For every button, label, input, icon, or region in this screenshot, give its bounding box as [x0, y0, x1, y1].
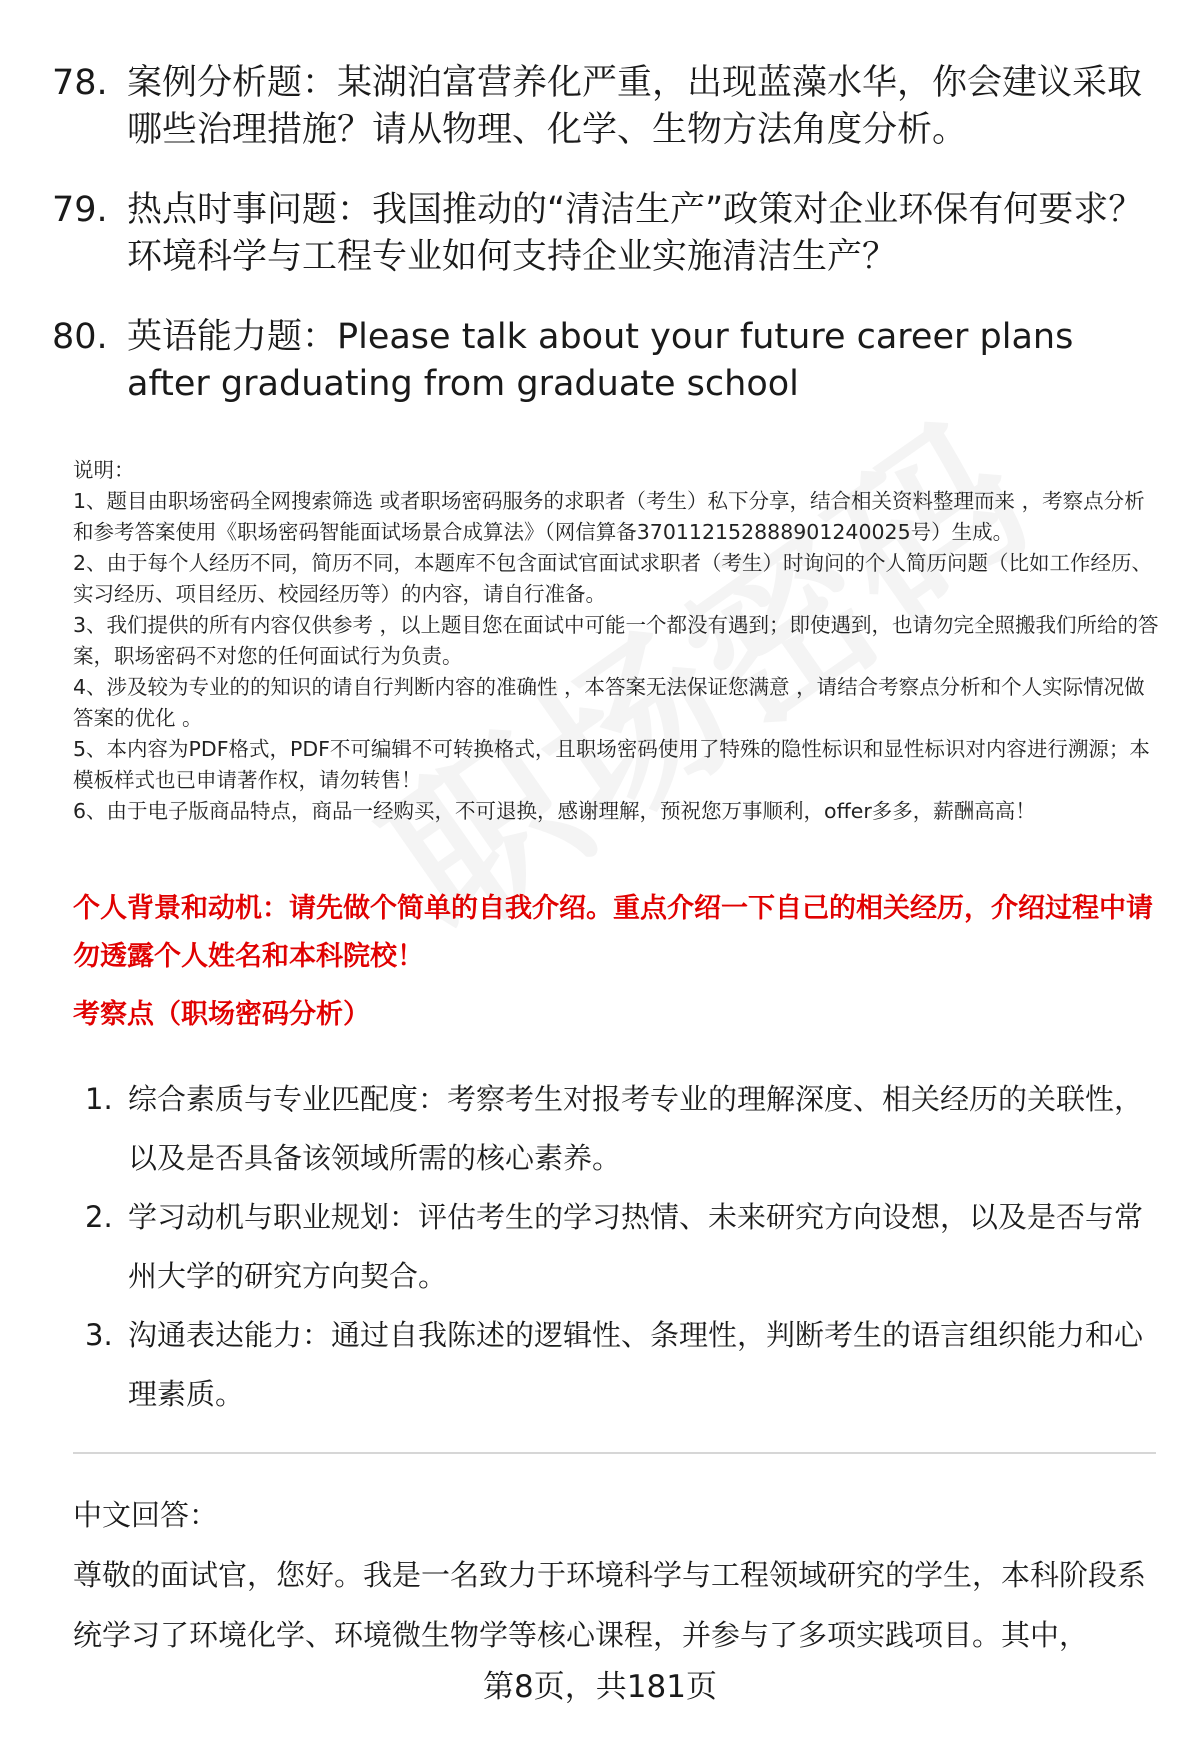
question-item — [52, 314, 1162, 408]
answer-label: 中文回答： — [73, 1498, 219, 1532]
key-point-item — [85, 1306, 1165, 1424]
key-point-number: 1. — [85, 1082, 113, 1116]
question-text: 热点时事问题：我国推动的“清洁生产”政策对企业环保有何要求？环境科学与工程专业如何支持企业实施清洁生产？ — [127, 190, 1144, 277]
key-point-number: 2. — [85, 1200, 113, 1234]
answer-text: 尊敬的面试官，您好。我是一名致力于环境科学与工程领域研究的学生，本科阶段系统学习了环境化学、环境微生物学等核心课程，并参与了多项实践项目。其中， — [73, 1558, 1147, 1652]
background-question: 个人背景和动机：请先做个简单的自我介绍。重点介绍一下自己的相关经历，介绍过程中请勿透露个人姓名和本科院校！ — [73, 893, 1153, 972]
answer-section — [73, 1485, 1163, 1665]
question-item — [52, 187, 1162, 281]
question-number: 78. — [52, 63, 108, 103]
key-point-text: 综合素质与专业匹配度：考察考生对报考专业的理解深度、相关经历的关联性，以及是否具备该领域所需的核心素养。 — [128, 1082, 1144, 1175]
notes-section — [73, 455, 1163, 827]
key-point-item — [85, 1070, 1165, 1188]
section-divider — [73, 1452, 1156, 1454]
note-item: 4、涉及较为专业的的知识的请自行判断内容的准确性 ，本答案无法保证您满意 ，请结合考察点分析和个人实际情况做答案的优化 。 — [73, 675, 1145, 730]
question-number: 79. — [52, 190, 108, 230]
question-number: 80. — [52, 317, 108, 357]
notes-title: 说明： — [73, 458, 135, 482]
note-item: 6、由于电子版商品特点，商品一经购买，不可退换，感谢理解，预祝您万事顺利，offer多多，薪酬高高！ — [73, 799, 1036, 823]
note-item: 5、本内容为PDF格式，PDF不可编辑不可转换格式，且职场密码使用了特殊的隐性标识和显性标识对内容进行溯源；本模板样式也已申请著作权，请勿转售！ — [73, 737, 1150, 792]
note-item: 2、由于每个人经历不同，简历不同，本题库不包含面试官面试求职者（考生）时询问的个人简历问题（比如工作经历、实习经历、项目经历、校园经历等）的内容，请自行准备。 — [73, 551, 1153, 606]
key-points-title: 考察点（职场密码分析） — [73, 999, 370, 1030]
page-footer: 第8页，共181页 — [483, 1669, 717, 1705]
question-list — [52, 60, 1162, 441]
note-item: 1、题目由职场密码全网搜索筛选 或者职场密码服务的求职者（考生）私下分享，结合相关资料整理而来 ，考察点分析和参考答案使用《职场密码智能面试场景合成算法》（网信算备370112152888901240025号）生成。 — [73, 489, 1145, 544]
question-item — [52, 60, 1162, 154]
question-text: 案例分析题：某湖泊富营养化严重，出现蓝藻水华，你会建议采取哪些治理措施？请从物理、化学、生物方法角度分析。 — [127, 63, 1143, 150]
note-item: 3、我们提供的所有内容仅供参考 ，以上题目您在面试中可能一个都没有遇到；即使遇到，也请勿完全照搬我们所给的答案，职场密码不对您的任何面试行为负责。 — [73, 613, 1159, 668]
key-point-item — [85, 1188, 1165, 1306]
key-points-list — [85, 1070, 1165, 1424]
question-text: 英语能力题：Please talk about your future career plans after graduating from graduate school — [127, 317, 1074, 404]
key-point-text: 学习动机与职业规划：评估考生的学习热情、未来研究方向设想，以及是否与常州大学的研究方向契合。 — [128, 1200, 1144, 1293]
key-point-number: 3. — [85, 1318, 113, 1352]
key-point-text: 沟通表达能力：通过自我陈述的逻辑性、条理性，判断考生的语言组织能力和心理素质。 — [128, 1318, 1144, 1411]
